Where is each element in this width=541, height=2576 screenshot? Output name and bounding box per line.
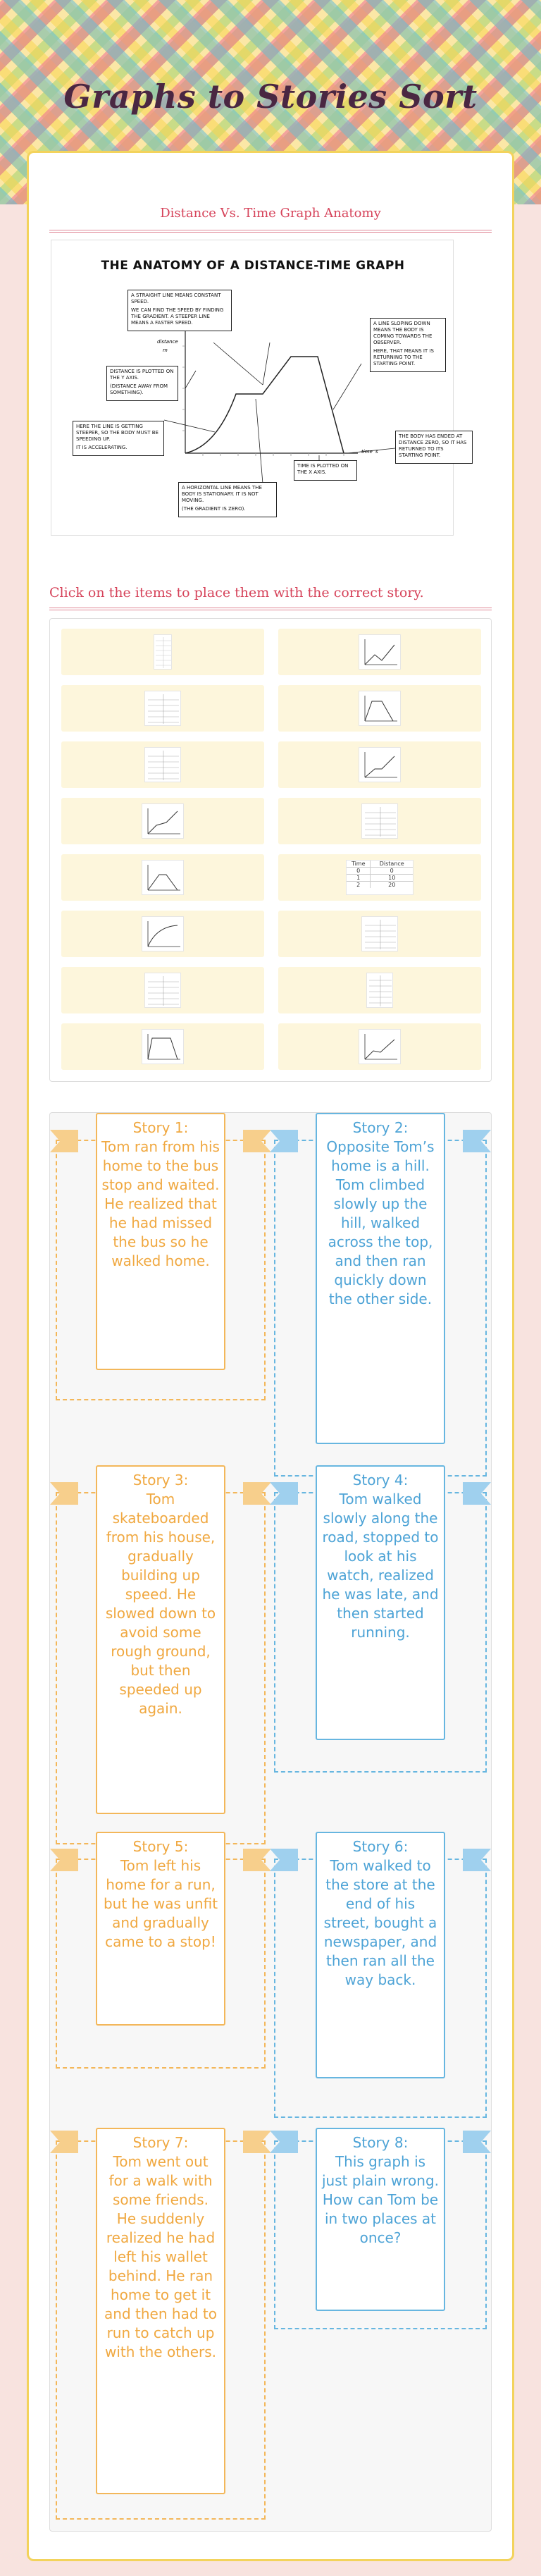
sort-item-11[interactable] (61, 911, 264, 957)
sort-item-12[interactable] (278, 911, 481, 957)
note-time-axis: TIME IS PLOTTED ON THE X AXIS. (294, 460, 357, 481)
sort-item-2[interactable] (278, 629, 481, 675)
story-7-card (96, 2128, 225, 2494)
thumbnail-graph (142, 860, 184, 895)
story-title: Story 6: (352, 1838, 409, 1855)
anatomy-image (51, 240, 467, 536)
note-back-to-start: THE BODY HAS ENDED AT DISTANCE ZERO, SO IT HAS RETURNED TO ITS STARTING POINT. (395, 431, 473, 464)
thumbnail-graph (142, 1029, 184, 1064)
anatomy-image-title: THE ANATOMY OF A DISTANCE-TIME GRAPH (101, 259, 405, 273)
story-4-card (316, 1465, 445, 1740)
story-1-card (96, 1113, 225, 1370)
sort-item-4[interactable] (278, 685, 481, 732)
thumbnail-graph (359, 634, 401, 670)
thumbnail-graph (359, 691, 401, 726)
story-title: Story 7: (132, 2134, 189, 2151)
sort-item-3[interactable] (61, 685, 264, 732)
sort-instruction: Click on the items to place them with the correct story. (49, 585, 424, 600)
story-6-card (316, 1832, 445, 2078)
story-text: This graph is just plain wrong. How can Tom be in two places at once? (321, 2153, 440, 2246)
story-title: Story 3: (132, 1472, 189, 1489)
story-title: Story 5: (132, 1838, 189, 1855)
story-title: Story 4: (352, 1472, 409, 1489)
data-table: Time Distance 0 0 1 10 2 20 (346, 860, 413, 895)
note-accelerating: HERE THE LINE IS GETTING STEEPER, SO THE BODY MUST BE SPEEDING UP. IT IS ACCELERATING. (73, 421, 164, 456)
sort-item-15[interactable] (61, 1023, 264, 1070)
thumbnail-table (144, 973, 181, 1008)
sort-item-13[interactable] (61, 967, 264, 1013)
story-3-card (96, 1465, 225, 1814)
sort-item-16[interactable] (278, 1023, 481, 1070)
story-text: Opposite Tom’s home is a hill. Tom climbed slowly up the hill, walked across the top, and then ran quickly down the other side. (326, 1138, 435, 1307)
sortable-items-panel (49, 618, 492, 1082)
story-title: Story 1: (132, 1119, 189, 1136)
sort-item-9[interactable] (61, 854, 264, 901)
thumbnail-table (154, 634, 172, 670)
page-title: Graphs to Stories Sort (63, 78, 478, 116)
thumbnail-graph (359, 1029, 401, 1064)
thumbnail-table (144, 691, 181, 726)
story-8-card (316, 2128, 445, 2311)
note-constant-speed: A STRAIGHT LINE MEANS CONSTANT SPEED. WE CAN FIND THE SPEED BY FINDING THE GRADIENT. A STEEPER LINE MEANS A FASTER SPEED. (128, 290, 232, 331)
story-5-card (96, 1832, 225, 2026)
sort-divider (49, 608, 492, 610)
story-text: Tom ran from his home to the bus stop and waited. He realized that he had missed the bus so he walked home. (101, 1138, 220, 1269)
story-2-card (316, 1113, 445, 1444)
note-stationary: A HORIZONTAL LINE MEANS THE BODY IS STATIONARY. IT IS NOT MOVING. (THE GRADIENT IS ZERO). (178, 482, 277, 517)
story-text: Tom left his home for a run, but he was unfit and gradually came to a stop! (103, 1857, 218, 1950)
sort-item-10[interactable] (278, 854, 481, 901)
story-title: Story 8: (352, 2134, 409, 2151)
sort-item-14[interactable] (278, 967, 481, 1013)
sort-item-6[interactable] (278, 741, 481, 788)
thumbnail-graph (142, 803, 184, 839)
thumbnail-table (366, 973, 393, 1008)
stories-area (49, 1112, 492, 2532)
thumbnail-graph (142, 916, 184, 951)
thumbnail-table (361, 916, 398, 951)
anatomy-section-title: Distance Vs. Time Graph Anatomy (160, 206, 381, 221)
note-distance-axis: DISTANCE IS PLOTTED ON THE Y AXIS. (DISTANCE AWAY FROM SOMETHING). (106, 366, 178, 401)
story-title: Story 2: (352, 1119, 409, 1136)
sort-item-8[interactable] (278, 798, 481, 844)
x-axis-label: time (361, 449, 373, 455)
story-text: Tom skateboarded from his house, gradually building up speed. He slowed down to avoid some rough ground, but then speeded up again. (105, 1491, 216, 1717)
y-axis-label: distance (157, 339, 178, 345)
anatomy-divider (49, 230, 492, 233)
story-text: Tom went out for a walk with some friends. He suddenly realized he had left his wallet behind. He ran home to get it and then had to run to catch up with the others. (104, 2153, 217, 2360)
sort-item-1[interactable] (61, 629, 264, 675)
y-axis-unit: m (163, 347, 168, 353)
sort-item-5[interactable] (61, 741, 264, 788)
sort-item-7[interactable] (61, 798, 264, 844)
story-text: Tom walked slowly along the road, stopped to look at his watch, realized he was late, and then started running. (322, 1491, 439, 1641)
thumbnail-graph (359, 747, 401, 782)
x-axis-unit: s (375, 449, 378, 455)
thumbnail-table (361, 803, 398, 839)
thumbnail-table (144, 747, 181, 782)
story-text: Tom walked to the store at the end of his street, bought a newspaper, and then ran all the way back. (323, 1857, 437, 1988)
note-coming-towards: A LINE SLOPING DOWN MEANS THE BODY IS COMING TOWARDS THE OBSERVER. HERE, THAT MEANS IT IS RETURNING TO THE STARTING POINT. (370, 318, 446, 372)
